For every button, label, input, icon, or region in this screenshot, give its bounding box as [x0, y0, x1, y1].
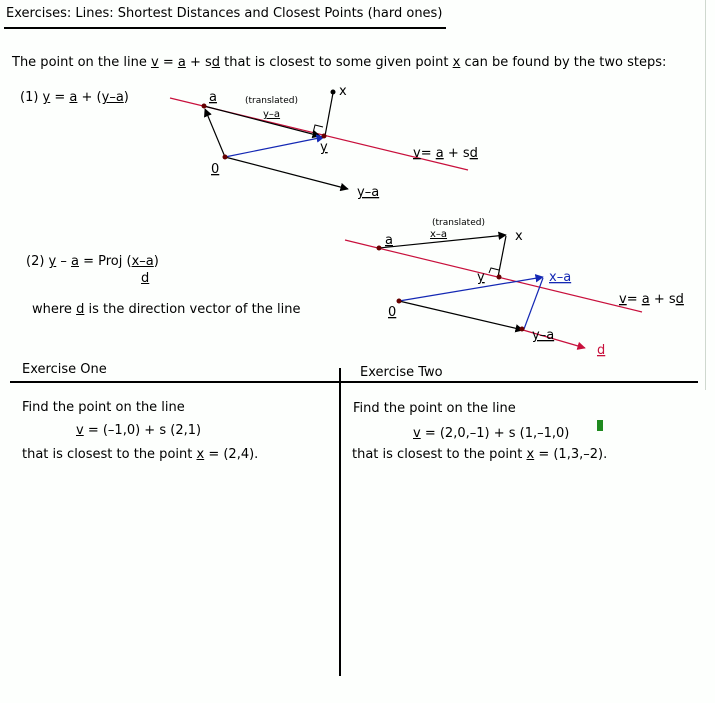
step1-number: (1) — [20, 90, 43, 105]
where-text — [32, 302, 301, 317]
exercise-two-v: v — [413, 426, 421, 441]
fig2-point-0 — [397, 299, 402, 304]
fig1-label-ya — [357, 185, 379, 200]
vertical-divider — [339, 368, 341, 676]
intro-plus: + s — [185, 55, 212, 70]
exercise-one-eq: = (–1,0) + s (2,1) — [83, 423, 202, 438]
exercise-one-line1: Find the point on the line — [22, 400, 185, 415]
exercise-one-line3 — [22, 447, 258, 462]
step1-a: a — [69, 90, 78, 105]
exercise-two-line3 — [352, 447, 607, 462]
exercise-two-line3-post: = (1,3,–2). — [534, 447, 608, 462]
fig1-line-equation: v= a + sd — [413, 146, 478, 161]
exercise-one-x: x — [196, 447, 205, 462]
fig1-translated-arrow — [204, 106, 320, 136]
step2-eq: = Proj ( — [78, 254, 132, 269]
page-edge-line — [705, 0, 706, 390]
intro-text-3: can be found by the two steps: — [460, 55, 667, 70]
where-d: d — [76, 302, 85, 317]
fig1-translated: (translated) — [245, 96, 298, 106]
fig2-right-angle — [489, 268, 499, 273]
fig2-vec-label: x–a — [430, 229, 448, 240]
intro-eq: = — [158, 55, 178, 70]
intro-a: a — [177, 55, 186, 70]
fig2-label-a: a — [385, 233, 393, 248]
exercise-one-equation — [76, 423, 201, 438]
exercise-two-title: Exercise Two — [360, 365, 443, 380]
exercise-two-line3-pre: that is closest to the point — [352, 447, 527, 462]
fig1-arrow-to-y — [225, 137, 324, 157]
intro-x: x — [452, 55, 461, 70]
exercise-two-eq: = (2,0,–1) + s (1,–1,0) — [420, 426, 570, 441]
fig1-ya-text: y–a — [357, 185, 380, 200]
fig1-label-0: 0 — [211, 162, 220, 177]
figure-one — [160, 80, 480, 210]
page-title: Exercises: Lines: Shortest Distances and Closest Points (hard ones) — [6, 6, 443, 21]
intro-text-1: The point on the line — [12, 55, 151, 70]
intro-d: d — [211, 55, 221, 70]
exercise-one-title: Exercise One — [22, 362, 107, 377]
step2-y: y — [48, 254, 57, 269]
fig2-label-ya: y–a — [532, 328, 555, 343]
fig1-arrow-ya — [225, 157, 348, 189]
step2-paren-content: x–a — [131, 254, 154, 269]
fig1-vec-label: y–a — [263, 109, 281, 120]
fig1-right-angle — [313, 125, 323, 133]
step2-close: ) — [153, 254, 159, 269]
step2-a: a — [71, 254, 79, 269]
exercise-two-line1: Find the point on the line — [353, 401, 516, 416]
horizontal-divider — [10, 381, 698, 383]
fig2-perp-segment — [498, 236, 506, 277]
text-cursor[interactable] — [597, 420, 603, 431]
where-text-1: where — [32, 302, 77, 317]
fig2-point-a — [377, 246, 382, 251]
exercise-one-line3-post: = (2,4). — [204, 447, 259, 462]
fig2-point-y — [497, 275, 502, 280]
step1-paren-content: y–a — [101, 90, 124, 105]
fig1-perp-segment — [325, 93, 333, 136]
fig2-label-x: x — [515, 229, 523, 244]
step1-y: y — [42, 90, 51, 105]
fig1-point-y — [322, 134, 327, 139]
fig1-point-x — [331, 90, 336, 95]
intro-sentence — [12, 55, 666, 70]
exercise-two-x: x — [526, 447, 535, 462]
fig2-label-xa: x–a — [549, 270, 572, 285]
fig1-label-a: a — [209, 90, 217, 105]
title-underline — [4, 27, 446, 29]
fig1-point-0 — [223, 155, 228, 160]
exercise-two-equation — [413, 426, 569, 441]
fig2-translated: (translated) — [432, 218, 485, 228]
fig2-arrow-xa — [399, 277, 543, 301]
step2-minus: – — [56, 254, 72, 269]
fig2-label-0: 0 — [388, 305, 397, 320]
where-text-2: is the direction vector of the line — [84, 302, 301, 317]
step2-proj-subscript: d — [141, 271, 150, 286]
fig2-label-y: y — [477, 270, 485, 285]
step2-number: (2) — [26, 254, 49, 269]
fig1-label-x: x — [339, 84, 347, 99]
fig1-point-a — [202, 104, 207, 109]
step-two — [26, 254, 159, 269]
fig2-point-ya — [520, 327, 525, 332]
step1-eq: = — [50, 90, 70, 105]
figure-two — [335, 210, 695, 360]
fig1-arrow-to-a — [205, 109, 225, 157]
step-one — [20, 90, 129, 105]
fig2-label-d: d — [597, 343, 606, 358]
exercise-one-line3-pre: that is closest to the point — [22, 447, 197, 462]
intro-v: v — [150, 55, 159, 70]
step1-close: ) — [123, 90, 129, 105]
fig2-arrow-ya — [399, 301, 523, 330]
intro-text-2: that is closest to some given point — [220, 55, 453, 70]
fig1-label-y: y — [320, 140, 328, 155]
step1-plus: + ( — [77, 90, 102, 105]
fig2-line-equation: v= a + sd — [619, 292, 684, 307]
exercise-one-v: v — [76, 423, 84, 438]
fig2-line — [345, 240, 642, 312]
